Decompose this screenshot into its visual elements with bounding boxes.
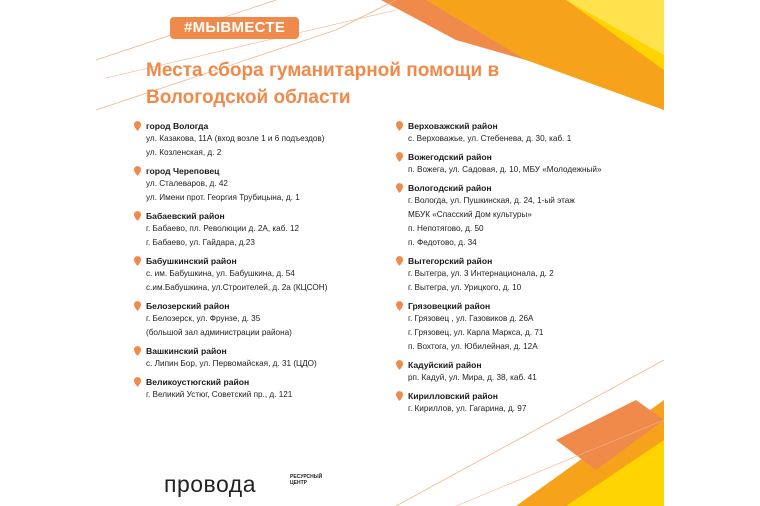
map-pin-icon <box>396 360 403 370</box>
address-line: г. Вытегра, ул. Урицкого, д. 10 <box>408 283 522 292</box>
address-line: ул. Имени прот. Георгия Трубицына, д. 1 <box>146 193 300 202</box>
map-pin-icon <box>396 391 403 401</box>
region-name <box>396 300 656 312</box>
region-label: Вожегодский район <box>408 152 492 162</box>
region-name <box>134 300 384 312</box>
region-block <box>134 376 384 402</box>
region-block <box>396 300 656 354</box>
region-name <box>134 255 384 267</box>
region-block <box>396 151 656 177</box>
map-pin-icon <box>396 256 403 266</box>
region-label: Вытегорский район <box>408 256 493 266</box>
region-label: Грязовецкий район <box>408 301 491 311</box>
region-name <box>134 165 384 177</box>
page-title: Места сбора гуманитарной помощи в Вологодской области <box>146 60 500 108</box>
address-line: г. Великий Устюг, Советский пр., д. 121 <box>146 390 293 399</box>
region-name <box>396 390 656 402</box>
region-block <box>134 345 384 371</box>
address-line: ул. Козленская, д. 2 <box>146 148 222 157</box>
region-label: Кадуйский район <box>408 360 482 370</box>
address-line: (большой зал администрации района) <box>146 328 292 337</box>
region-block <box>396 182 656 250</box>
map-pin-icon <box>396 301 403 311</box>
region-label: Великоустюгский район <box>146 377 250 387</box>
region-label: Бабаевский район <box>146 211 225 221</box>
address-line: МБУК «Спасский Дом культуры» <box>408 210 532 219</box>
address-line: рп. Кадуй, ул. Мира, д. 38, каб. 41 <box>408 373 537 382</box>
map-pin-icon <box>134 301 141 311</box>
address-line: г. Грязовец , ул. Газовиков д. 26А <box>408 314 534 323</box>
address-line: г. Вологда, ул. Пушкинская, д. 24, 1-ый этаж <box>408 196 575 205</box>
region-block <box>396 390 656 416</box>
region-label: Вологодский район <box>408 183 492 193</box>
region-block <box>134 210 384 250</box>
address-line: с. Липин Бор, ул. Первомайская, д. 31 (ЦДО) <box>146 359 317 368</box>
address-line: п. Вожега, ул. Садовая, д. 10, МБУ «Молодежный» <box>408 165 602 174</box>
region-block <box>396 255 656 295</box>
region-name <box>396 151 656 163</box>
address-line: г. Бабаево, пл. Революции д. 2А, каб. 12 <box>146 224 300 233</box>
region-block <box>134 120 384 160</box>
address-line: п. Непотягово, д. 50 <box>408 224 484 233</box>
address-line: г. Кириллов, ул. Гагарина, д. 97 <box>408 404 527 413</box>
region-name <box>396 182 656 194</box>
address-line: г. Вытегра, ул. 3 Интернационала, д. 2 <box>408 269 554 278</box>
map-pin-icon <box>134 256 141 266</box>
region-name <box>134 120 384 132</box>
address-line: ул. Казакова, 11А (вход возле 1 и 6 подъездов) <box>146 134 325 143</box>
region-label: город Череповец <box>146 166 220 176</box>
address-line: с. Верховажье, ул. Стебенева, д. 30, каб. 1 <box>408 134 572 143</box>
address-line: г. Белозерск, ул. Фрунзе, д. 35 <box>146 314 261 323</box>
region-label: Белозерский район <box>146 301 230 311</box>
region-block <box>134 300 384 340</box>
logo-text: провода <box>164 471 256 497</box>
address-line: ул. Сталеваров, д. 42 <box>146 179 228 188</box>
hashtag-badge: #МЫВМЕСТЕ <box>170 17 299 39</box>
region-label: Верховажский район <box>408 121 498 131</box>
address-line: г. Грязовец, ул. Карла Маркса, д. 71 <box>408 328 544 337</box>
region-block <box>134 255 384 295</box>
map-pin-icon <box>134 166 141 176</box>
region-block <box>134 165 384 205</box>
region-label: город Вологда <box>146 121 209 131</box>
map-pin-icon <box>396 183 403 193</box>
region-name <box>134 210 384 222</box>
map-pin-icon <box>134 121 141 131</box>
region-block <box>396 359 656 385</box>
address-line: п. Федотово, д. 34 <box>408 238 477 247</box>
poster <box>96 0 664 506</box>
map-pin-icon <box>134 211 141 221</box>
region-label: Вашкинский район <box>146 346 227 356</box>
address-line: с.им.Бабушкина, ул.Строителей, д. 2а (КЦСОН) <box>146 283 328 292</box>
map-pin-icon <box>396 152 403 162</box>
region-name <box>134 345 384 357</box>
address-line: с. им. Бабушкина, ул. Бабушкина, д. 54 <box>146 269 295 278</box>
map-pin-icon <box>134 346 141 356</box>
address-line: п. Вохтога, ул. Юбилейная, д. 12А <box>408 342 538 351</box>
address-line: г. Бабаево, ул. Гайдара, д.23 <box>146 238 255 247</box>
region-name <box>396 120 656 132</box>
logo-subtitle: РЕСУРСНЫЙ ЦЕНТР <box>290 474 323 486</box>
left-column <box>134 120 384 407</box>
region-name <box>134 376 384 388</box>
map-pin-icon <box>134 377 141 387</box>
region-label: Бабушкинский район <box>146 256 237 266</box>
map-pin-icon <box>396 121 403 131</box>
region-block <box>396 120 656 146</box>
right-column <box>396 120 656 421</box>
region-name <box>396 255 656 267</box>
region-label: Кирилловский район <box>408 391 498 401</box>
region-name <box>396 359 656 371</box>
